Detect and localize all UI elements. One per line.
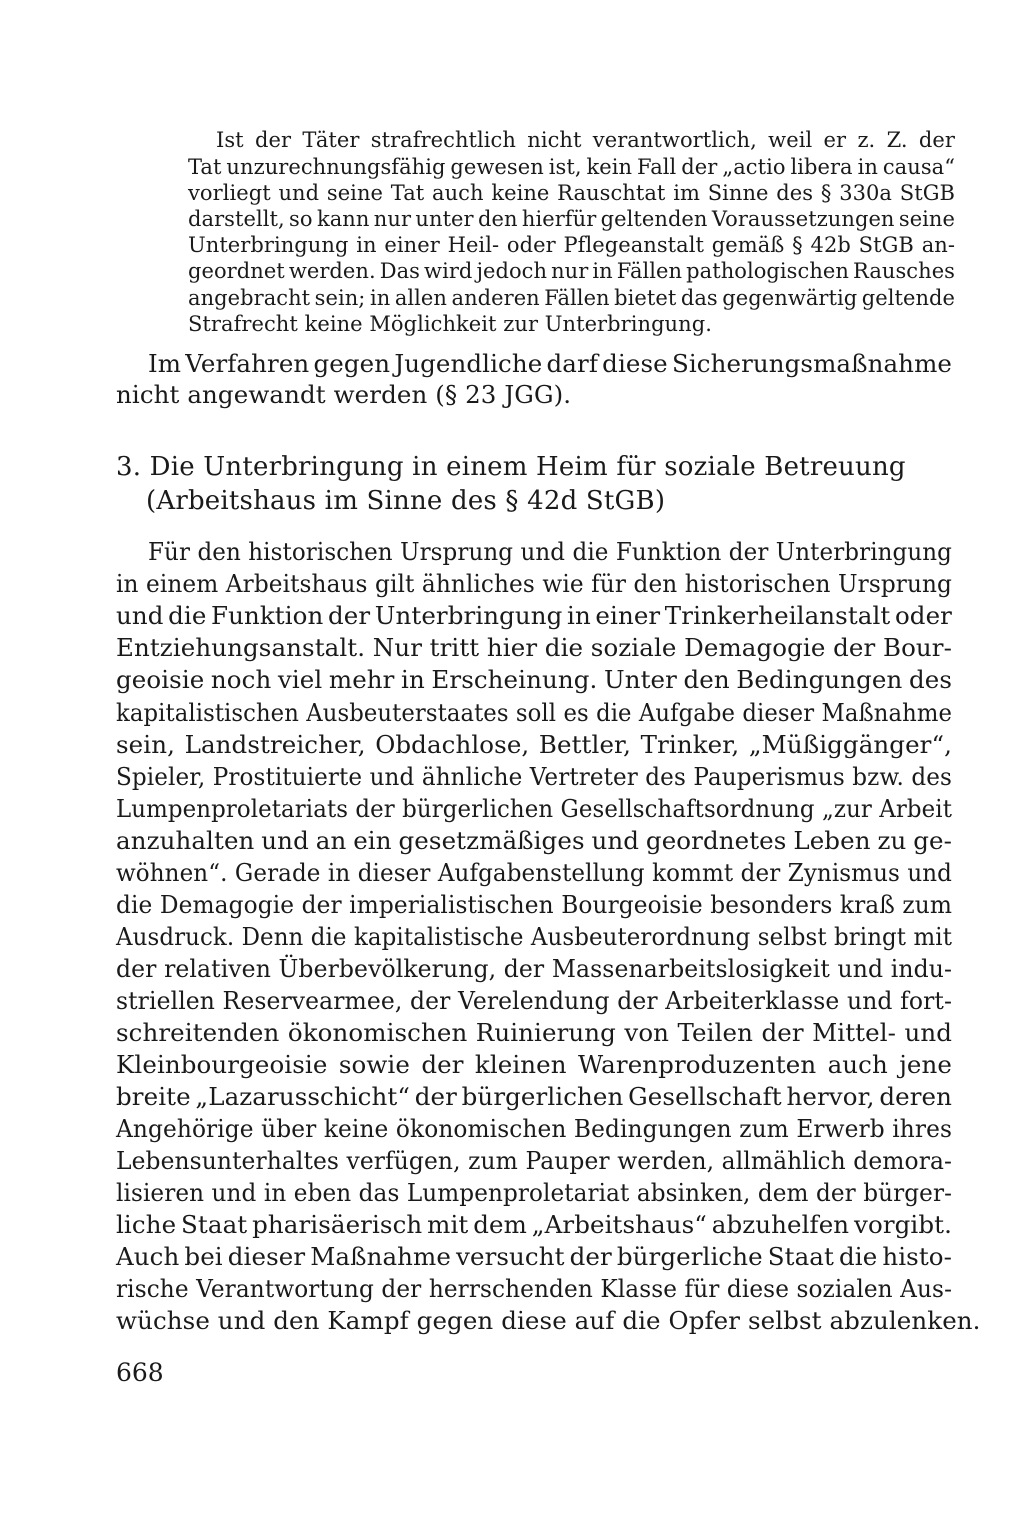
- note-line: geordnet werden. Das wird jedoch nur in Fällen pathologischen Rausches: [188, 259, 955, 283]
- paragraph-line: in einem Arbeitshaus gilt ähnliches wie für den historischen Ursprung: [116, 569, 952, 598]
- section-heading-line: (Arbeitshaus im Sinne des § 42d StGB): [146, 486, 666, 516]
- paragraph-line: wöhnen“. Gerade in dieser Aufgabenstellung kommt der Zynismus und: [116, 858, 952, 887]
- paragraph-line: schreitenden ökonomischen Ruinierung von Teilen der Mittel- und: [116, 1018, 952, 1047]
- note-line: Tat unzurechnungsfähig gewesen ist, kein Fall der „actio libera in causa“: [188, 155, 955, 179]
- paragraph-line: Entziehungsanstalt. Nur tritt hier die soziale Demagogie der Bour-: [116, 633, 952, 662]
- paragraph-line: liche Staat pharisäerisch mit dem „Arbeitshaus“ abzuhelfen vorgibt.: [116, 1210, 952, 1239]
- paragraph-line: striellen Reservearmee, der Verelendung der Arbeiterklasse und fort-: [116, 986, 952, 1015]
- paragraph-line: und die Funktion der Unterbringung in einer Trinkerheilanstalt oder: [116, 601, 952, 630]
- paragraph-line: die Demagogie der imperialistischen Bourgeoisie besonders kraß zum: [116, 890, 952, 919]
- paragraph-line: Ausdruck. Denn die kapitalistische Ausbeuterordnung selbst bringt mit: [116, 922, 952, 951]
- paragraph-line: Für den historischen Ursprung und die Funktion der Unterbringung: [148, 537, 952, 566]
- paragraph-line: kapitalistischen Ausbeuterstaates soll es die Aufgabe dieser Maßnahme: [116, 698, 952, 727]
- section-heading-line: 3. Die Unterbringung in einem Heim für soziale Betreuung: [116, 452, 906, 482]
- paragraph-line: Kleinbourgeoisie sowie der kleinen Warenproduzenten auch jene: [116, 1050, 952, 1079]
- note-line: Unterbringung in einer Heil- oder Pflegeanstalt gemäß § 42b StGB an-: [188, 233, 955, 257]
- paragraph-line: sein, Landstreicher, Obdachlose, Bettler, Trinker, „Müßiggänger“,: [116, 730, 952, 759]
- page-number: 668: [116, 1358, 164, 1387]
- paragraph-line: rische Verantwortung der herrschenden Klasse für diese sozialen Aus-: [116, 1274, 952, 1303]
- paragraph-line: Angehörige über keine ökonomischen Bedingungen zum Erwerb ihres: [116, 1114, 952, 1143]
- note-line: angebracht sein; in allen anderen Fällen bietet das gegenwärtig geltende: [188, 286, 955, 310]
- paragraph-line: Im Verfahren gegen Jugendliche darf diese Sicherungsmaßnahme: [148, 349, 952, 378]
- note-line: vorliegt und seine Tat auch keine Rauschtat im Sinne des § 330a StGB: [188, 181, 955, 205]
- paragraph-line: Lebensunterhaltes verfügen, zum Pauper werden, allmählich demora-: [116, 1146, 952, 1175]
- note-line: darstellt, so kann nur unter den hierfür geltenden Voraussetzungen seine: [188, 207, 955, 231]
- note-line: Ist der Täter strafrechtlich nicht verantwortlich, weil er z. Z. der: [216, 128, 955, 152]
- paragraph-line: Lumpenproletariats der bürgerlichen Gesellschaftsordnung „zur Arbeit: [116, 794, 952, 823]
- paragraph-line: geoisie noch viel mehr in Erscheinung. Unter den Bedingungen des: [116, 665, 952, 694]
- paragraph-line: anzuhalten und an ein gesetzmäßiges und geordnetes Leben zu ge-: [116, 826, 952, 855]
- paragraph-line: breite „Lazarusschicht“ der bürgerlichen Gesellschaft hervor, deren: [116, 1082, 952, 1111]
- paragraph-line: Auch bei dieser Maßnahme versucht der bürgerliche Staat die histo-: [116, 1242, 952, 1271]
- paragraph-line: nicht angewandt werden (§ 23 JGG).: [116, 380, 572, 409]
- paragraph-line: Spieler, Prostituierte und ähnliche Vertreter des Pauperismus bzw. des: [116, 762, 952, 791]
- paragraph-line: der relativen Überbevölkerung, der Massenarbeitslosigkeit und indu-: [116, 954, 952, 983]
- paragraph-line: wüchse und den Kampf gegen diese auf die Opfer selbst abzulenken.: [116, 1306, 981, 1335]
- note-line: Strafrecht keine Möglichkeit zur Unterbringung.: [188, 312, 712, 336]
- paragraph-line: lisieren und in eben das Lumpenproletariat absinken, dem der bürger-: [116, 1178, 952, 1207]
